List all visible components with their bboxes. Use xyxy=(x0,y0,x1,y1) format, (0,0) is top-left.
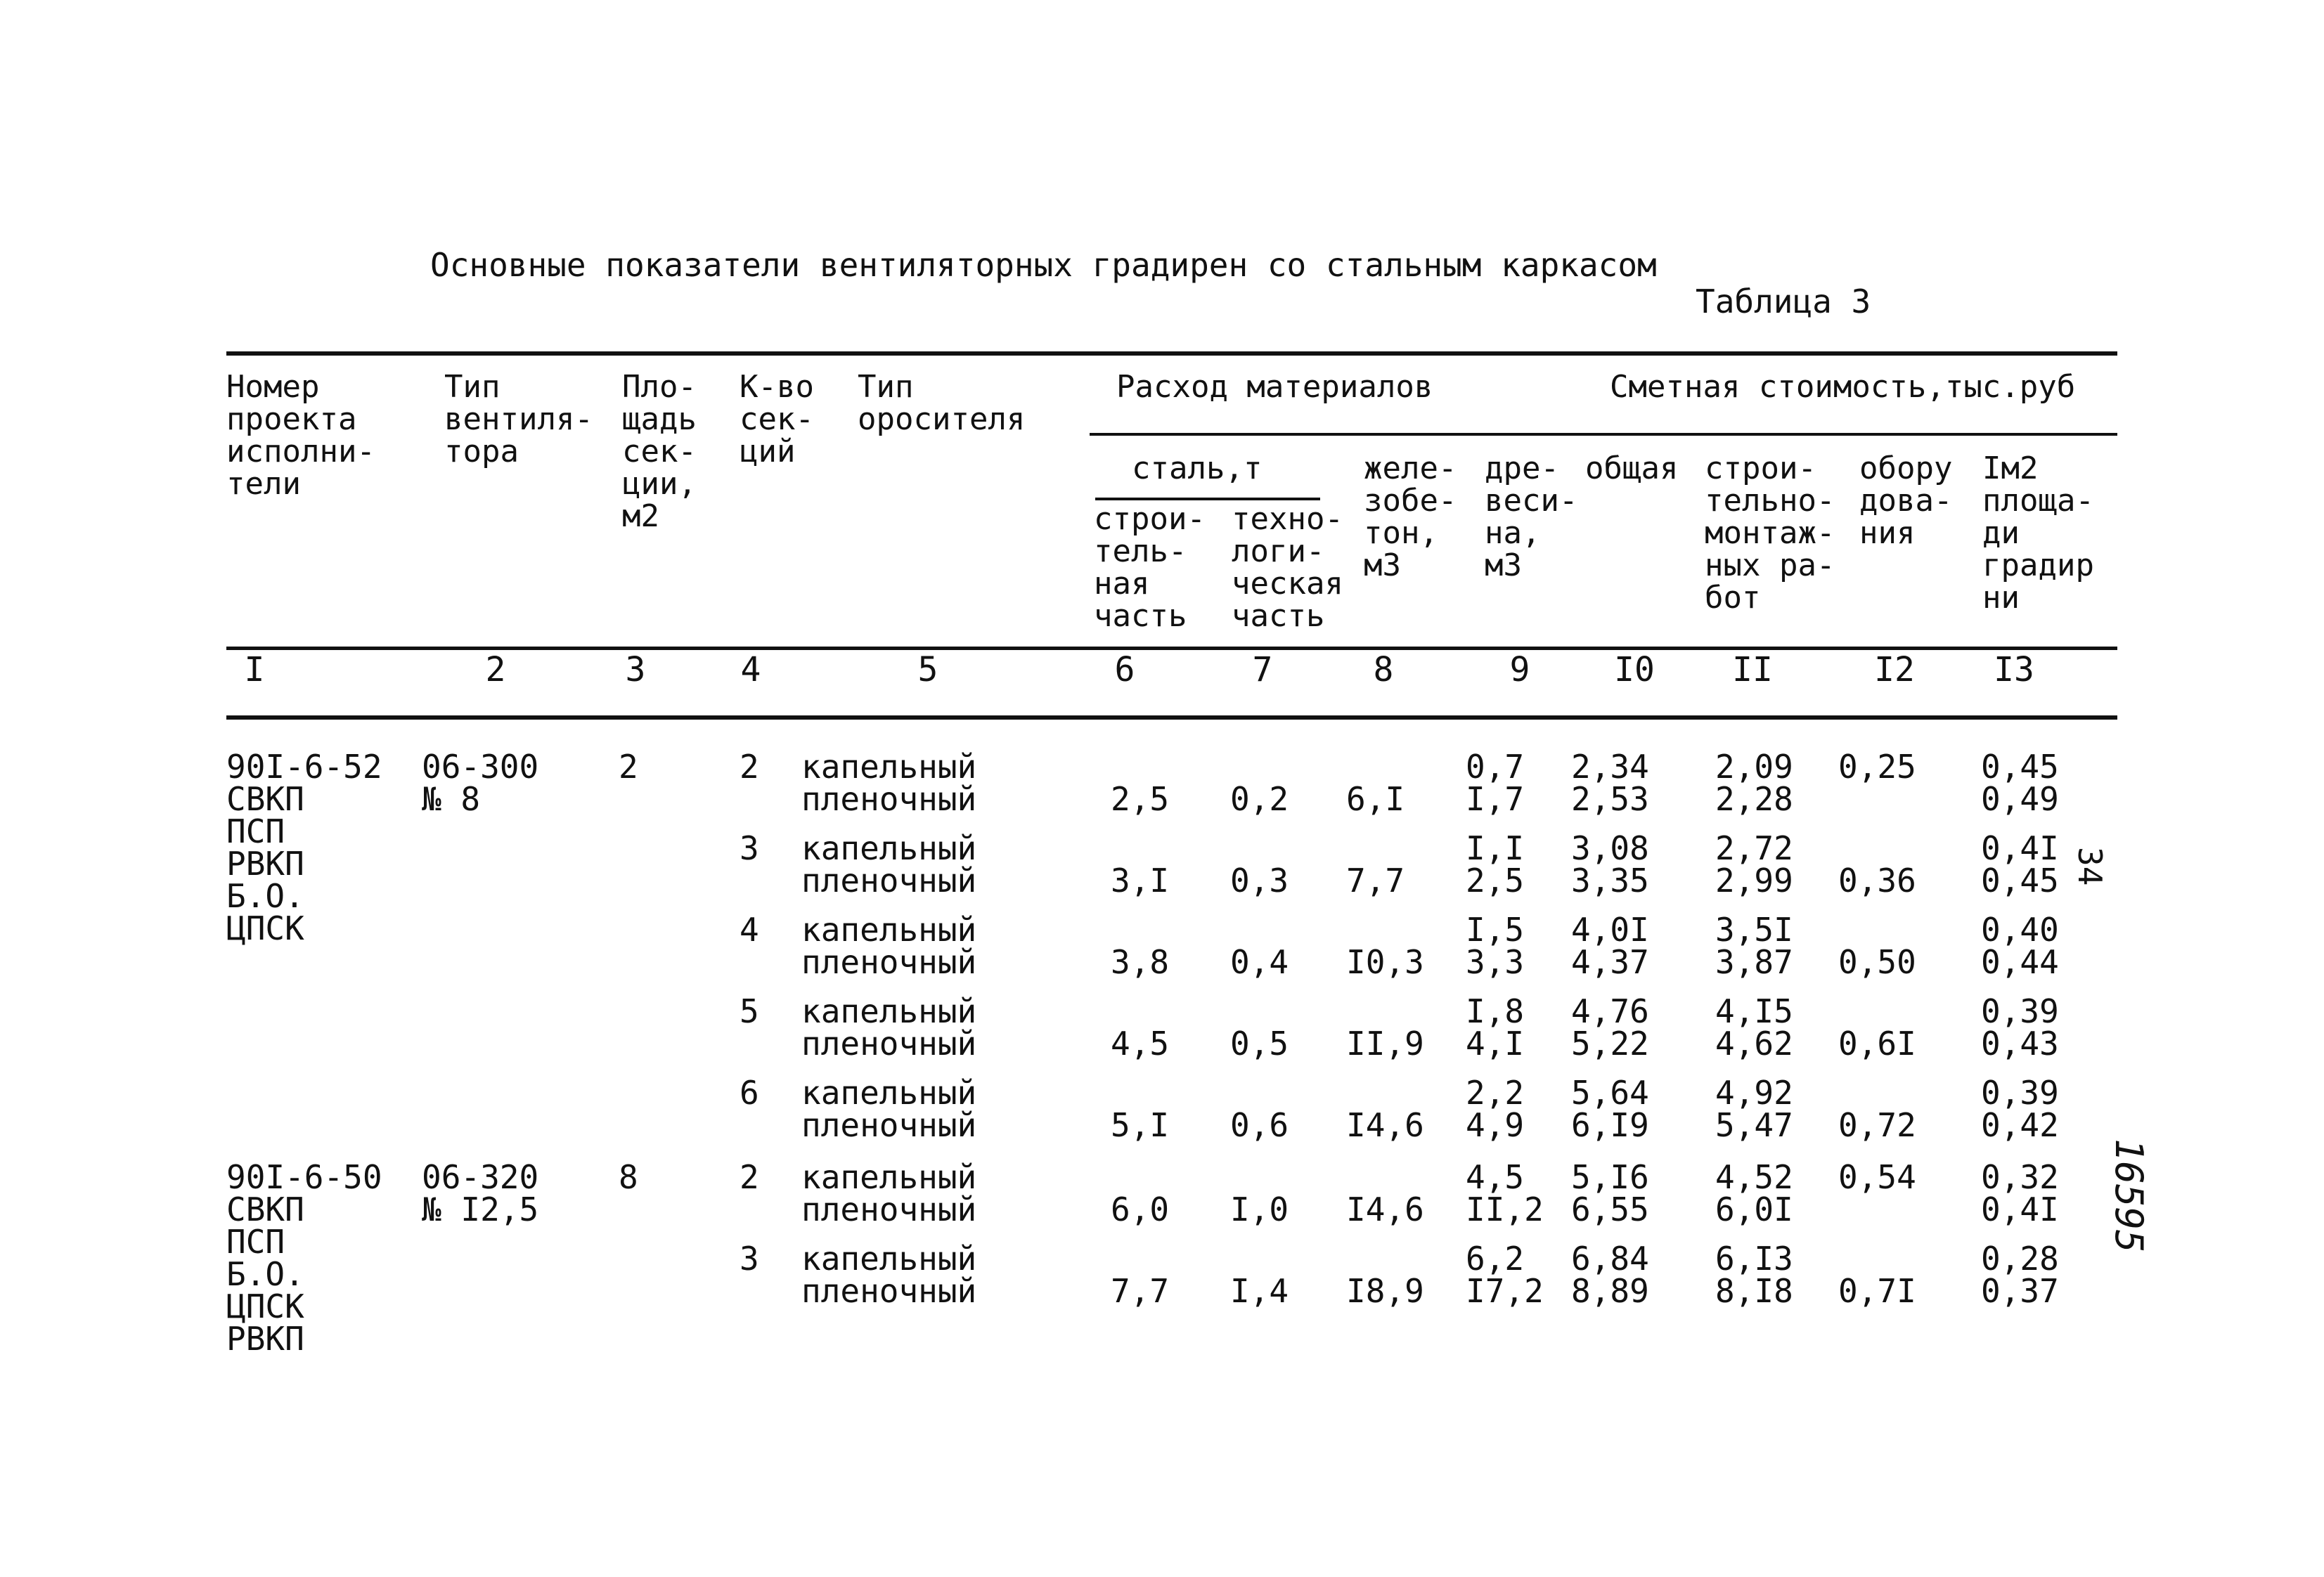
numbers-bottom-rule xyxy=(226,715,2117,720)
construction-cost-film: 4,62 xyxy=(1715,1025,1793,1063)
total-cost-drip: 3,08 xyxy=(1571,829,1649,867)
construction-cost-film: 2,28 xyxy=(1715,780,1793,818)
wood-value-drip: I,I xyxy=(1466,829,1525,867)
wood-value-film: I,7 xyxy=(1466,780,1525,818)
equipment-cost-value: 0,6I xyxy=(1838,1025,1916,1063)
construction-cost-film: 3,87 xyxy=(1715,943,1793,981)
sprinkler-type-drip: капельный xyxy=(801,911,977,949)
project-code-line: РВКП xyxy=(226,1320,304,1358)
equipment-cost-value: 0,25 xyxy=(1838,748,1916,786)
steel-rule xyxy=(1095,498,1320,500)
construction-cost-film: 8,I8 xyxy=(1715,1272,1793,1310)
header-steel: сталь,т xyxy=(1132,450,1263,486)
wood-value-film: 4,I xyxy=(1466,1025,1525,1063)
steel-technological-value: 0,6 xyxy=(1230,1106,1289,1144)
steel-technological-value: I,0 xyxy=(1230,1190,1289,1228)
column-number: 4 xyxy=(740,650,761,689)
fan-type-line: № I2,5 xyxy=(422,1190,539,1228)
header-construction-cost: строи- тельно- монтаж- ных ра- бот xyxy=(1705,450,1835,616)
project-code-line: ПСП xyxy=(226,1223,285,1261)
concrete-value: 7,7 xyxy=(1346,862,1405,900)
equipment-cost-value: 0,50 xyxy=(1838,943,1916,981)
concrete-value: II,9 xyxy=(1346,1025,1424,1063)
sprinkler-type-drip: капельный xyxy=(801,1240,977,1278)
steel-technological-value: 0,3 xyxy=(1230,862,1289,900)
total-cost-drip: 5,64 xyxy=(1571,1074,1649,1112)
wood-value-drip: 6,2 xyxy=(1466,1240,1525,1278)
archive-stamp: 16595 xyxy=(2107,1138,2151,1253)
construction-cost-drip: 6,I3 xyxy=(1715,1240,1793,1278)
total-cost-film: 6,55 xyxy=(1571,1190,1649,1228)
steel-construction-value: 3,I xyxy=(1111,862,1170,900)
section-area-value: 2 xyxy=(619,748,638,786)
total-cost-film: 5,22 xyxy=(1571,1025,1649,1063)
column-number: I0 xyxy=(1614,650,1655,689)
total-cost-film: 3,35 xyxy=(1571,862,1649,900)
wood-value-film: I7,2 xyxy=(1466,1272,1544,1310)
total-cost-film: 8,89 xyxy=(1571,1272,1649,1310)
equipment-cost-value: 0,54 xyxy=(1838,1158,1916,1196)
cost-per-m2-drip: 0,4I xyxy=(1981,829,2059,867)
construction-cost-film: 6,0I xyxy=(1715,1190,1793,1228)
fan-type-line: № 8 xyxy=(422,780,481,818)
header-cost-group: Сметная стоимость,тыс.руб xyxy=(1610,369,2076,405)
concrete-value: I4,6 xyxy=(1346,1190,1424,1228)
project-code-line: ЦПСК xyxy=(226,1287,304,1325)
sprinkler-type-film: пленочный xyxy=(801,1190,977,1228)
column-number: 3 xyxy=(625,650,646,689)
section-count-value: 5 xyxy=(740,992,759,1030)
column-number: 7 xyxy=(1252,650,1273,689)
steel-construction-value: 7,7 xyxy=(1111,1272,1170,1310)
section-count-value: 3 xyxy=(740,1240,759,1278)
construction-cost-film: 5,47 xyxy=(1715,1106,1793,1144)
project-code-line: СВКП xyxy=(226,1190,304,1228)
cost-per-m2-film: 0,44 xyxy=(1981,943,2059,981)
header-section-area: Пло- щадь сек- ции, м2 xyxy=(622,369,697,534)
section-count-value: 6 xyxy=(740,1074,759,1112)
concrete-value: I0,3 xyxy=(1346,943,1424,981)
project-code-line: 90I-6-52 xyxy=(226,748,382,786)
total-cost-drip: 4,76 xyxy=(1571,992,1649,1030)
steel-technological-value: 0,5 xyxy=(1230,1025,1289,1063)
sprinkler-type-film: пленочный xyxy=(801,1272,977,1310)
total-cost-drip: 5,I6 xyxy=(1571,1158,1649,1196)
fan-type-line: 06-300 xyxy=(422,748,539,786)
wood-value-film: II,2 xyxy=(1466,1190,1544,1228)
wood-value-drip: 4,5 xyxy=(1466,1158,1525,1196)
column-number: II xyxy=(1732,650,1773,689)
section-count-value: 2 xyxy=(740,748,759,786)
project-code-line: СВКП xyxy=(226,780,304,818)
project-code-line: 90I-6-50 xyxy=(226,1158,382,1196)
cost-per-m2-drip: 0,28 xyxy=(1981,1240,2059,1278)
header-equipment-cost: обору дова- ния xyxy=(1859,450,1953,551)
document-title: Основные показатели вентиляторных градирен со стальным каркасом xyxy=(430,246,1657,284)
materials-cost-rule xyxy=(1090,433,2117,436)
cost-per-m2-drip: 0,40 xyxy=(1981,911,2059,949)
wood-value-film: 3,3 xyxy=(1466,943,1525,981)
page-number: 34 xyxy=(2071,847,2109,886)
cost-per-m2-film: 0,37 xyxy=(1981,1272,2059,1310)
construction-cost-drip: 4,92 xyxy=(1715,1074,1793,1112)
wood-value-film: 4,9 xyxy=(1466,1106,1525,1144)
concrete-value: I4,6 xyxy=(1346,1106,1424,1144)
total-cost-drip: 6,84 xyxy=(1571,1240,1649,1278)
column-number: 5 xyxy=(917,650,938,689)
project-code-line: РВКП xyxy=(226,845,304,883)
cost-per-m2-film: 0,43 xyxy=(1981,1025,2059,1063)
header-reinforced-concrete: желе- зобе- тон, м3 xyxy=(1364,450,1457,583)
header-cost-per-m2: Iм2 площа- ди градир ни xyxy=(1982,450,2094,616)
concrete-value: 6,I xyxy=(1346,780,1405,818)
total-cost-drip: 2,34 xyxy=(1571,748,1649,786)
sprinkler-type-drip: капельный xyxy=(801,992,977,1030)
header-wood: дре- веси- на, м3 xyxy=(1485,450,1578,583)
equipment-cost-value: 0,7I xyxy=(1838,1272,1916,1310)
header-steel-construction: строи- тель- ная часть xyxy=(1094,501,1206,634)
column-number: I xyxy=(244,650,265,689)
header-steel-technological: техно- логи- ческая часть xyxy=(1232,501,1343,634)
column-number: 8 xyxy=(1373,650,1394,689)
project-code-line: ПСП xyxy=(226,812,285,850)
wood-value-film: 2,5 xyxy=(1466,862,1525,900)
cost-per-m2-drip: 0,39 xyxy=(1981,992,2059,1030)
cost-per-m2-drip: 0,45 xyxy=(1981,748,2059,786)
wood-value-drip: I,8 xyxy=(1466,992,1525,1030)
cost-per-m2-film: 0,45 xyxy=(1981,862,2059,900)
steel-construction-value: 6,0 xyxy=(1111,1190,1170,1228)
project-code-line: Б.О. xyxy=(226,877,304,915)
sprinkler-type-drip: капельный xyxy=(801,1158,977,1196)
total-cost-drip: 4,0I xyxy=(1571,911,1649,949)
sprinkler-type-drip: капельный xyxy=(801,748,977,786)
equipment-cost-value: 0,36 xyxy=(1838,862,1916,900)
steel-construction-value: 5,I xyxy=(1111,1106,1170,1144)
total-cost-film: 6,I9 xyxy=(1571,1106,1649,1144)
cost-per-m2-film: 0,49 xyxy=(1981,780,2059,818)
steel-construction-value: 4,5 xyxy=(1111,1025,1170,1063)
fan-type-line: 06-320 xyxy=(422,1158,539,1196)
wood-value-drip: I,5 xyxy=(1466,911,1525,949)
construction-cost-drip: 2,09 xyxy=(1715,748,1793,786)
total-cost-film: 4,37 xyxy=(1571,943,1649,981)
column-number: 6 xyxy=(1114,650,1135,689)
cost-per-m2-film: 0,42 xyxy=(1981,1106,2059,1144)
construction-cost-drip: 4,I5 xyxy=(1715,992,1793,1030)
steel-construction-value: 2,5 xyxy=(1111,780,1170,818)
cost-per-m2-drip: 0,32 xyxy=(1981,1158,2059,1196)
steel-construction-value: 3,8 xyxy=(1111,943,1170,981)
section-count-value: 4 xyxy=(740,911,759,949)
wood-value-drip: 0,7 xyxy=(1466,748,1525,786)
sprinkler-type-drip: капельный xyxy=(801,829,977,867)
top-rule xyxy=(226,351,2117,356)
steel-technological-value: I,4 xyxy=(1230,1272,1289,1310)
equipment-cost-value: 0,72 xyxy=(1838,1106,1916,1144)
sprinkler-type-drip: капельный xyxy=(801,1074,977,1112)
header-total-cost: общая xyxy=(1585,450,1679,486)
header-fan-type: Тип вентиля- тора xyxy=(444,369,593,469)
section-count-value: 2 xyxy=(740,1158,759,1196)
cost-per-m2-film: 0,4I xyxy=(1981,1190,2059,1228)
steel-technological-value: 0,2 xyxy=(1230,780,1289,818)
section-area-value: 8 xyxy=(619,1158,638,1196)
header-section-count: К-во сек- ций xyxy=(740,369,814,469)
table-label: Таблица 3 xyxy=(1696,283,1871,320)
column-number: 9 xyxy=(1509,650,1530,689)
sprinkler-type-film: пленочный xyxy=(801,1106,977,1144)
column-number: I3 xyxy=(1994,650,2034,689)
construction-cost-drip: 2,72 xyxy=(1715,829,1793,867)
sprinkler-type-film: пленочный xyxy=(801,1025,977,1063)
construction-cost-drip: 3,5I xyxy=(1715,911,1793,949)
section-count-value: 3 xyxy=(740,829,759,867)
sprinkler-type-film: пленочный xyxy=(801,862,977,900)
column-number: I2 xyxy=(1874,650,1915,689)
header-project-number: Номер проекта исполни- тели xyxy=(226,369,375,502)
sprinkler-type-film: пленочный xyxy=(801,943,977,981)
concrete-value: I8,9 xyxy=(1346,1272,1424,1310)
header-materials-group: Расход материалов xyxy=(1116,369,1433,405)
header-sprinkler-type: Тип оросителя xyxy=(858,369,1026,437)
cost-per-m2-drip: 0,39 xyxy=(1981,1074,2059,1112)
steel-technological-value: 0,4 xyxy=(1230,943,1289,981)
construction-cost-drip: 4,52 xyxy=(1715,1158,1793,1196)
sprinkler-type-film: пленочный xyxy=(801,780,977,818)
project-code-line: ЦПСК xyxy=(226,909,304,947)
wood-value-drip: 2,2 xyxy=(1466,1074,1525,1112)
total-cost-film: 2,53 xyxy=(1571,780,1649,818)
column-number: 2 xyxy=(485,650,506,689)
construction-cost-film: 2,99 xyxy=(1715,862,1793,900)
project-code-line: Б.О. xyxy=(226,1255,304,1293)
